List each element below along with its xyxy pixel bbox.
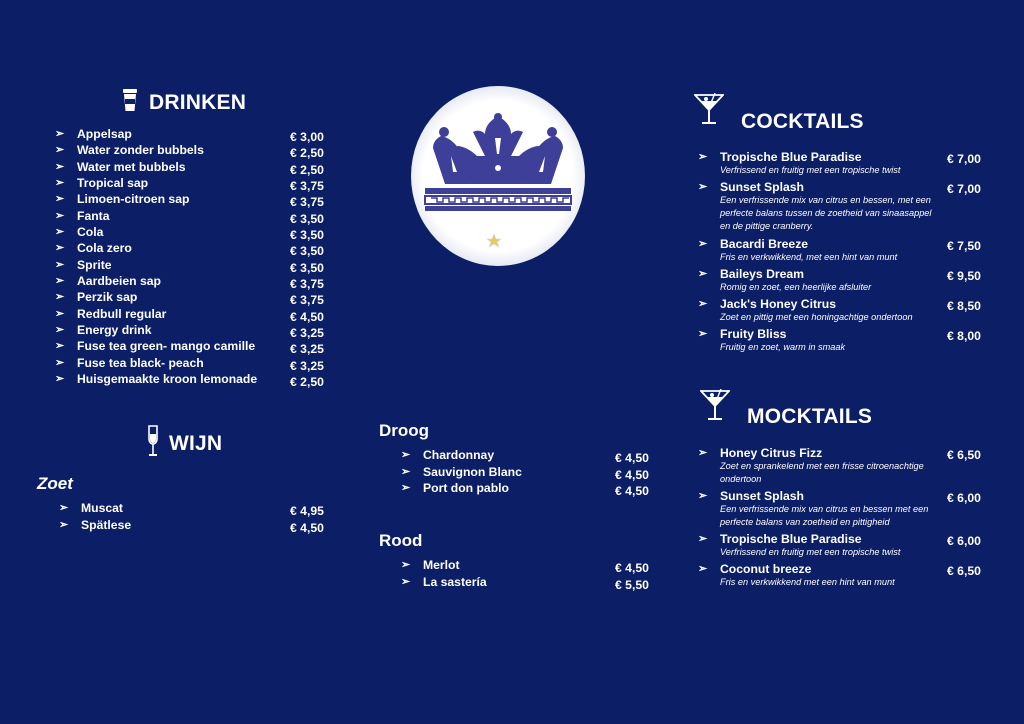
item-name: Aardbeien sap: [77, 274, 161, 289]
menu-item: [59, 500, 345, 517]
drinken-heading: [121, 88, 246, 118]
menu-item: [698, 236, 998, 266]
bullet-arrow-icon: ➢: [55, 324, 65, 337]
bullet-arrow-icon: ➢: [698, 533, 708, 545]
item-price: € 6,50: [947, 564, 981, 578]
bullet-arrow-icon: ➢: [401, 482, 411, 494]
item-name: Merlot: [423, 558, 460, 572]
droog-list: [401, 447, 671, 497]
menu-item: [698, 561, 998, 591]
item-description: Zoet en sprankelend met een frisse citroenachtige ondertoon: [720, 461, 924, 484]
item-name: Appelsap: [77, 127, 132, 141]
item-name: Sprite: [77, 257, 112, 272]
menu-item: [55, 175, 345, 194]
item-price: € 6,00: [947, 491, 981, 505]
item-name: Port don pablo: [423, 481, 509, 495]
menu-item: [55, 306, 345, 322]
item-name: Cola: [77, 225, 104, 240]
menu-item: [55, 208, 345, 224]
item-description: Verfrissend en fruitig met een tropische twist: [720, 547, 901, 557]
item-price: € 8,50: [947, 299, 981, 313]
menu-item: [698, 296, 998, 326]
zoet-label: Zoet: [37, 474, 73, 493]
item-name: Tropische Blue Paradise: [720, 532, 862, 546]
menu-item: [55, 240, 345, 259]
item-price: € 5,50: [615, 577, 649, 592]
bullet-arrow-icon: ➢: [55, 307, 65, 320]
bullet-arrow-icon: ➢: [55, 144, 65, 157]
item-price: € 2,50: [290, 162, 324, 177]
menu-item: [698, 266, 998, 296]
bullet-arrow-icon: ➢: [55, 291, 65, 304]
bullet-arrow-icon: ➢: [55, 340, 65, 353]
item-price: € 4,50: [615, 467, 649, 482]
item-price: € 4,50: [290, 309, 324, 324]
bullet-arrow-icon: ➢: [698, 181, 708, 193]
bullet-arrow-icon: ➢: [55, 356, 65, 369]
item-price: € 3,75: [290, 293, 324, 308]
menu-item: [698, 179, 998, 236]
item-name: Tropical sap: [77, 176, 149, 191]
item-name: Tropische Blue Paradise: [720, 150, 862, 164]
item-price: € 8,00: [947, 329, 981, 343]
menu-item: [698, 531, 998, 561]
item-price: € 9,50: [947, 269, 981, 283]
menu-item: [698, 488, 998, 531]
item-price: € 7,50: [947, 239, 981, 253]
item-price: € 2,50: [290, 375, 324, 390]
item-description: Verfrissend en fruitig met een tropische twist: [720, 165, 901, 175]
mocktails-title: MOCKTAILS: [747, 405, 873, 428]
item-price: € 3,50: [290, 244, 324, 259]
item-name: Baileys Dream: [720, 267, 805, 281]
bullet-arrow-icon: ➢: [698, 447, 708, 459]
menu-item: [59, 517, 345, 534]
bullet-arrow-icon: ➢: [55, 193, 65, 206]
item-description: Fris en verkwikkend met een hint van munt: [720, 577, 895, 587]
item-price: € 7,00: [947, 182, 981, 196]
crown-logo-icon: [411, 86, 585, 266]
drinken-list: [55, 126, 345, 388]
menu-item: [698, 149, 998, 179]
wijn-title: WIJN: [169, 432, 223, 455]
cocktails-list: [698, 149, 998, 356]
menu-item: [55, 338, 345, 357]
bullet-arrow-icon: ➢: [698, 298, 708, 310]
item-price: € 4,95: [290, 504, 324, 518]
bullet-arrow-icon: ➢: [55, 128, 65, 140]
menu-item: [55, 159, 345, 175]
bullet-arrow-icon: ➢: [59, 502, 69, 514]
bullet-arrow-icon: ➢: [55, 226, 65, 239]
item-name: Limoen-citroen sap: [77, 192, 190, 207]
item-price: € 3,75: [290, 179, 324, 194]
menu-item: [55, 371, 345, 390]
item-price: € 3,75: [290, 195, 324, 210]
rood-label: Rood: [379, 531, 423, 550]
menu-item: [55, 142, 345, 161]
menu-item: [401, 574, 671, 591]
bullet-arrow-icon: ➢: [55, 242, 65, 255]
item-name: Water met bubbels: [77, 159, 186, 174]
crown-logo: [411, 86, 585, 266]
item-price: € 4,50: [615, 484, 649, 498]
item-name: Honey Citrus Fizz: [720, 446, 823, 460]
bullet-arrow-icon: ➢: [55, 177, 65, 190]
wijn-heading: [147, 425, 222, 463]
item-name: Sauvignon Blanc: [423, 464, 522, 479]
item-name: Jack's Honey Citrus: [720, 297, 837, 311]
item-name: Chardonnay: [423, 448, 495, 462]
item-price: € 7,00: [947, 152, 981, 166]
item-description: Een verfrissende mix van citrus en bessen, met een perfecte balans tussen de zoetheid van sinaasappel en de pittige cranberry.: [720, 195, 932, 231]
menu-item: [401, 464, 671, 481]
item-price: € 3,25: [290, 342, 324, 357]
item-price: € 6,00: [947, 534, 981, 548]
bullet-arrow-icon: ➢: [55, 275, 65, 288]
item-price: € 3,00: [290, 130, 324, 144]
bullet-arrow-icon: ➢: [55, 258, 65, 271]
item-description: Fris en verkwikkend, met een hint van munt: [720, 252, 898, 262]
menu-item: [55, 322, 345, 341]
menu-item: [55, 289, 345, 308]
bullet-arrow-icon: ➢: [55, 373, 65, 386]
droog-label: Droog: [379, 421, 430, 440]
drinken-title: DRINKEN: [149, 91, 247, 114]
item-price: € 4,50: [290, 520, 324, 535]
item-name: Water zonder bubbels: [77, 143, 204, 158]
item-name: Muscat: [81, 501, 123, 515]
champagne-glass-icon: [147, 425, 159, 463]
rood-list: [401, 557, 671, 590]
cup-icon: [121, 88, 139, 118]
menu-item: [55, 355, 345, 371]
item-description: Fruitig en zoet, warm in smaak: [720, 342, 846, 352]
bullet-arrow-icon: ➢: [401, 465, 411, 478]
menu-item: [401, 447, 671, 464]
menu-item: [401, 557, 671, 574]
bullet-arrow-icon: ➢: [698, 563, 708, 575]
menu-item: [55, 257, 345, 273]
bullet-arrow-icon: ➢: [401, 559, 411, 571]
mocktails-list: [698, 445, 998, 591]
item-price: € 6,50: [947, 448, 981, 462]
item-price: € 2,50: [290, 146, 324, 161]
menu-item: [698, 445, 998, 488]
menu-item: [55, 191, 345, 210]
item-name: Sunset Splash: [720, 180, 804, 194]
item-price: € 3,50: [290, 260, 324, 275]
item-name: Bacardi Breeze: [720, 237, 809, 251]
menu-item: [55, 224, 345, 243]
bullet-arrow-icon: ➢: [55, 160, 65, 173]
cocktails-title: COCKTAILS: [741, 110, 864, 133]
item-price: € 3,50: [290, 228, 324, 243]
bullet-arrow-icon: ➢: [59, 518, 69, 531]
item-name: Sunset Splash: [720, 489, 804, 503]
item-name: Fanta: [77, 208, 110, 223]
bullet-arrow-icon: ➢: [698, 490, 708, 502]
bullet-arrow-icon: ➢: [698, 328, 708, 340]
bullet-arrow-icon: ➢: [698, 238, 708, 250]
item-price: € 3,25: [290, 326, 324, 341]
item-name: Coconut breeze: [720, 562, 812, 576]
item-description: Zoet en pittig met een honingachtige ondertoon: [720, 312, 913, 322]
item-description: Romig en zoet, een heerlijke afsluiter: [720, 282, 872, 292]
item-price: € 3,25: [290, 358, 324, 373]
item-name: Fruity Bliss: [720, 327, 787, 341]
item-name: Cola zero: [77, 241, 132, 256]
menu-item: [401, 480, 671, 497]
martini-glass-icon: [694, 93, 724, 130]
item-name: Spätlese: [81, 517, 132, 532]
zoet-list: [59, 500, 345, 533]
item-name: Energy drink: [77, 323, 152, 338]
bullet-arrow-icon: ➢: [401, 575, 411, 588]
bullet-arrow-icon: ➢: [698, 268, 708, 280]
item-name: Fuse tea black- peach: [77, 355, 204, 370]
item-name: La sastería: [423, 574, 487, 589]
bullet-arrow-icon: ➢: [401, 449, 411, 461]
menu-item: [55, 126, 345, 142]
item-name: Redbull regular: [77, 306, 167, 321]
menu-item: [698, 326, 998, 356]
martini-glass-icon: [700, 389, 730, 426]
item-name: Huisgemaakte kroon lemonade: [77, 372, 258, 387]
bullet-arrow-icon: ➢: [698, 151, 708, 163]
item-name: Perzik sap: [77, 290, 138, 305]
item-price: € 4,50: [615, 561, 649, 575]
item-description: Een verfrissende mix van citrus en bessen met een perfecte balans van zoetheid en pittigheid: [720, 504, 929, 527]
bullet-arrow-icon: ➢: [55, 209, 65, 222]
item-price: € 3,50: [290, 211, 324, 226]
item-price: € 4,50: [615, 451, 649, 465]
menu-item: [55, 273, 345, 292]
item-name: Fuse tea green- mango camille: [77, 339, 256, 354]
item-price: € 3,75: [290, 277, 324, 292]
